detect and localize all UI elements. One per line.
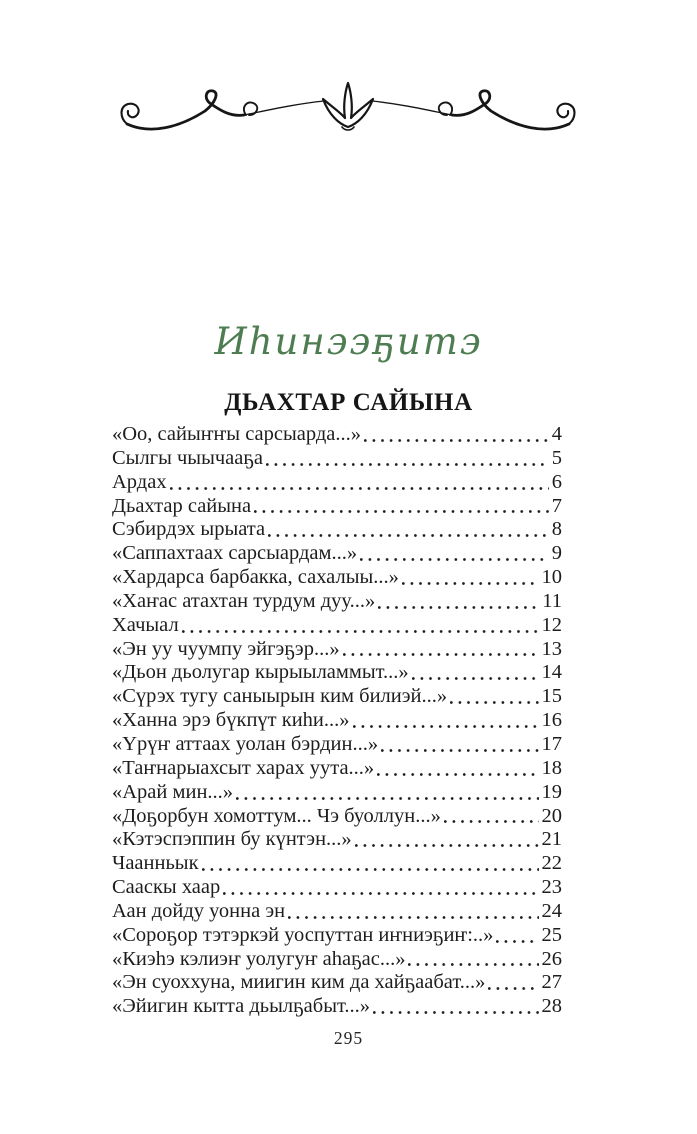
toc-row: [112, 757, 562, 781]
dotted-leader: [364, 438, 549, 443]
dotted-leader: [182, 629, 539, 634]
toc-entry-page-number: 9: [551, 542, 562, 565]
toc-entry-page-number: 7: [551, 494, 562, 517]
toc-entry-title: Сэбирдэх ырыата: [112, 518, 266, 541]
toc-row: [112, 661, 562, 685]
toc-row: [112, 805, 562, 829]
toc-entry-page-number: 20: [541, 804, 562, 827]
dotted-leader: [236, 796, 538, 801]
dotted-leader: [202, 867, 539, 872]
toc-entry-title: «Доҕорбун хомоттум... Чэ буоллун...»: [112, 804, 441, 827]
toc-entry-page-number: 6: [551, 470, 562, 493]
toc-entry-page-number: 23: [541, 876, 562, 899]
dotted-leader: [343, 652, 539, 657]
toc-row: [112, 733, 562, 757]
dotted-leader: [496, 939, 538, 944]
dotted-leader: [288, 915, 538, 920]
toc-entry-page-number: 14: [541, 661, 562, 684]
dotted-leader: [444, 819, 539, 824]
toc-row: [112, 948, 562, 972]
toc-entry-page-number: 21: [541, 828, 562, 851]
toc-entry-title: Хачыал: [112, 613, 179, 636]
toc-entry-page-number: 10: [541, 566, 562, 589]
dotted-leader: [402, 581, 539, 586]
toc-entry-title: «Эн суоххуна, миигин ким да хайҕаабат...»: [112, 971, 486, 994]
toc-entry-title: Сааскы хаар: [112, 876, 221, 899]
toc-entry-title: «Хаҥас атахтан турдум дуу...»: [112, 589, 376, 612]
toc-entry-page-number: 27: [541, 971, 562, 994]
contents-heading: Иһинээҕитэ: [214, 320, 483, 363]
toc-row: [112, 518, 562, 542]
folio-page-number: 295: [333, 1028, 364, 1048]
toc-entry-page-number: 16: [541, 709, 562, 732]
toc-entry-title: Аан дойду уонна эн: [112, 899, 286, 922]
toc-entry-page-number: 15: [541, 685, 562, 708]
toc-row: [112, 685, 562, 709]
dotted-leader: [254, 509, 549, 514]
toc-entry-page-number: 17: [541, 732, 562, 755]
toc-entry-title: «Арай мин...»: [112, 780, 234, 803]
toc-entry-title: «Таҥнарыахсыт харах уута...»: [112, 756, 375, 779]
toc-row: [112, 614, 562, 638]
toc-entry-page-number: 4: [551, 423, 562, 445]
toc-row: [112, 971, 562, 995]
floral-divider-ornament: [117, 80, 579, 146]
toc-entry-title: Дьахтар сайына: [112, 494, 252, 517]
dotted-leader: [488, 986, 538, 991]
toc-row: [112, 423, 562, 447]
toc-entry-page-number: 22: [541, 852, 562, 875]
dotted-leader: [381, 748, 538, 753]
section-title: ДЬАХТАР САЙЫНА: [224, 389, 473, 416]
toc-list: [112, 423, 562, 1019]
dotted-leader: [355, 843, 539, 848]
dotted-leader: [412, 676, 539, 681]
toc-entry-page-number: 8: [551, 518, 562, 541]
toc-entry-title: Ардах: [112, 470, 167, 493]
toc-entry-page-number: 24: [541, 899, 562, 922]
toc-row: [112, 852, 562, 876]
toc-entry-title: «Сороҕор тэтэркэй уоспуттан иҥниэҕиҥ:..»: [112, 923, 494, 946]
toc-entry-title: «Сүрэх тугу саныырын ким билиэй...»: [112, 685, 448, 708]
toc-entry-title: «Оо, сайыҥҥы сарсыарда...»: [112, 423, 361, 445]
toc-row: [112, 590, 562, 614]
toc-entry-title: «Кэтэспэппин бу күнтэн...»: [112, 828, 352, 851]
dotted-leader: [408, 962, 538, 967]
toc-row: [112, 995, 562, 1019]
dotted-leader: [378, 605, 539, 610]
dotted-leader: [377, 772, 538, 777]
toc-entry-title: Чаанньык: [112, 852, 199, 875]
toc-entry-page-number: 12: [541, 613, 562, 636]
toc-row: [112, 495, 562, 519]
toc-entry-title: «Хардарса барбакка, сахалыы...»: [112, 566, 399, 589]
toc-row: [112, 542, 562, 566]
toc-row: [112, 781, 562, 805]
dotted-leader: [373, 1010, 538, 1015]
dotted-leader: [223, 891, 538, 896]
toc-entry-page-number: 25: [541, 923, 562, 946]
toc-row: [112, 447, 562, 471]
toc-entry-page-number: 28: [541, 995, 562, 1018]
toc-row: [112, 828, 562, 852]
dotted-leader: [360, 557, 549, 562]
toc-row: [112, 876, 562, 900]
dotted-leader: [170, 486, 549, 491]
toc-entry-title: «Дьон дьолугар кырыыламмыт...»: [112, 661, 409, 684]
toc-entry-title: «Киэһэ кэлиэҥ уолугуҥ аһаҕас...»: [112, 947, 406, 970]
toc-entry-page-number: 19: [541, 780, 562, 803]
dotted-leader: [450, 700, 538, 705]
toc-entry-page-number: 26: [541, 947, 562, 970]
toc-row: [112, 900, 562, 924]
toc-entry-title: «Үрүҥ аттаах уолан бэрдин...»: [112, 732, 379, 755]
toc-entry-page-number: 11: [542, 589, 562, 612]
toc-row: [112, 709, 562, 733]
toc-row: [112, 638, 562, 662]
toc-row: [112, 566, 562, 590]
dotted-leader: [266, 462, 549, 467]
toc-entry-title: «Эйигин кытта дьылҕабыт...»: [112, 995, 371, 1018]
toc-entry-page-number: 13: [541, 637, 562, 660]
toc-entry-title: «Ханна эрэ бүкпүт киһи...»: [112, 709, 350, 732]
toc-entry-page-number: 18: [541, 756, 562, 779]
dotted-leader: [353, 724, 539, 729]
toc-entry-page-number: 5: [551, 446, 562, 469]
toc-row: [112, 471, 562, 495]
dotted-leader: [268, 533, 549, 538]
toc-entry-title: «Саппахтаах сарсыардам...»: [112, 542, 358, 565]
lotus-crown-icon: [323, 83, 373, 130]
toc-row: [112, 924, 562, 948]
toc-entry-title: «Эн уу чуумпу эйгэҕэр...»: [112, 637, 340, 660]
toc-entry-title: Сылгы чыычааҕа: [112, 446, 264, 469]
